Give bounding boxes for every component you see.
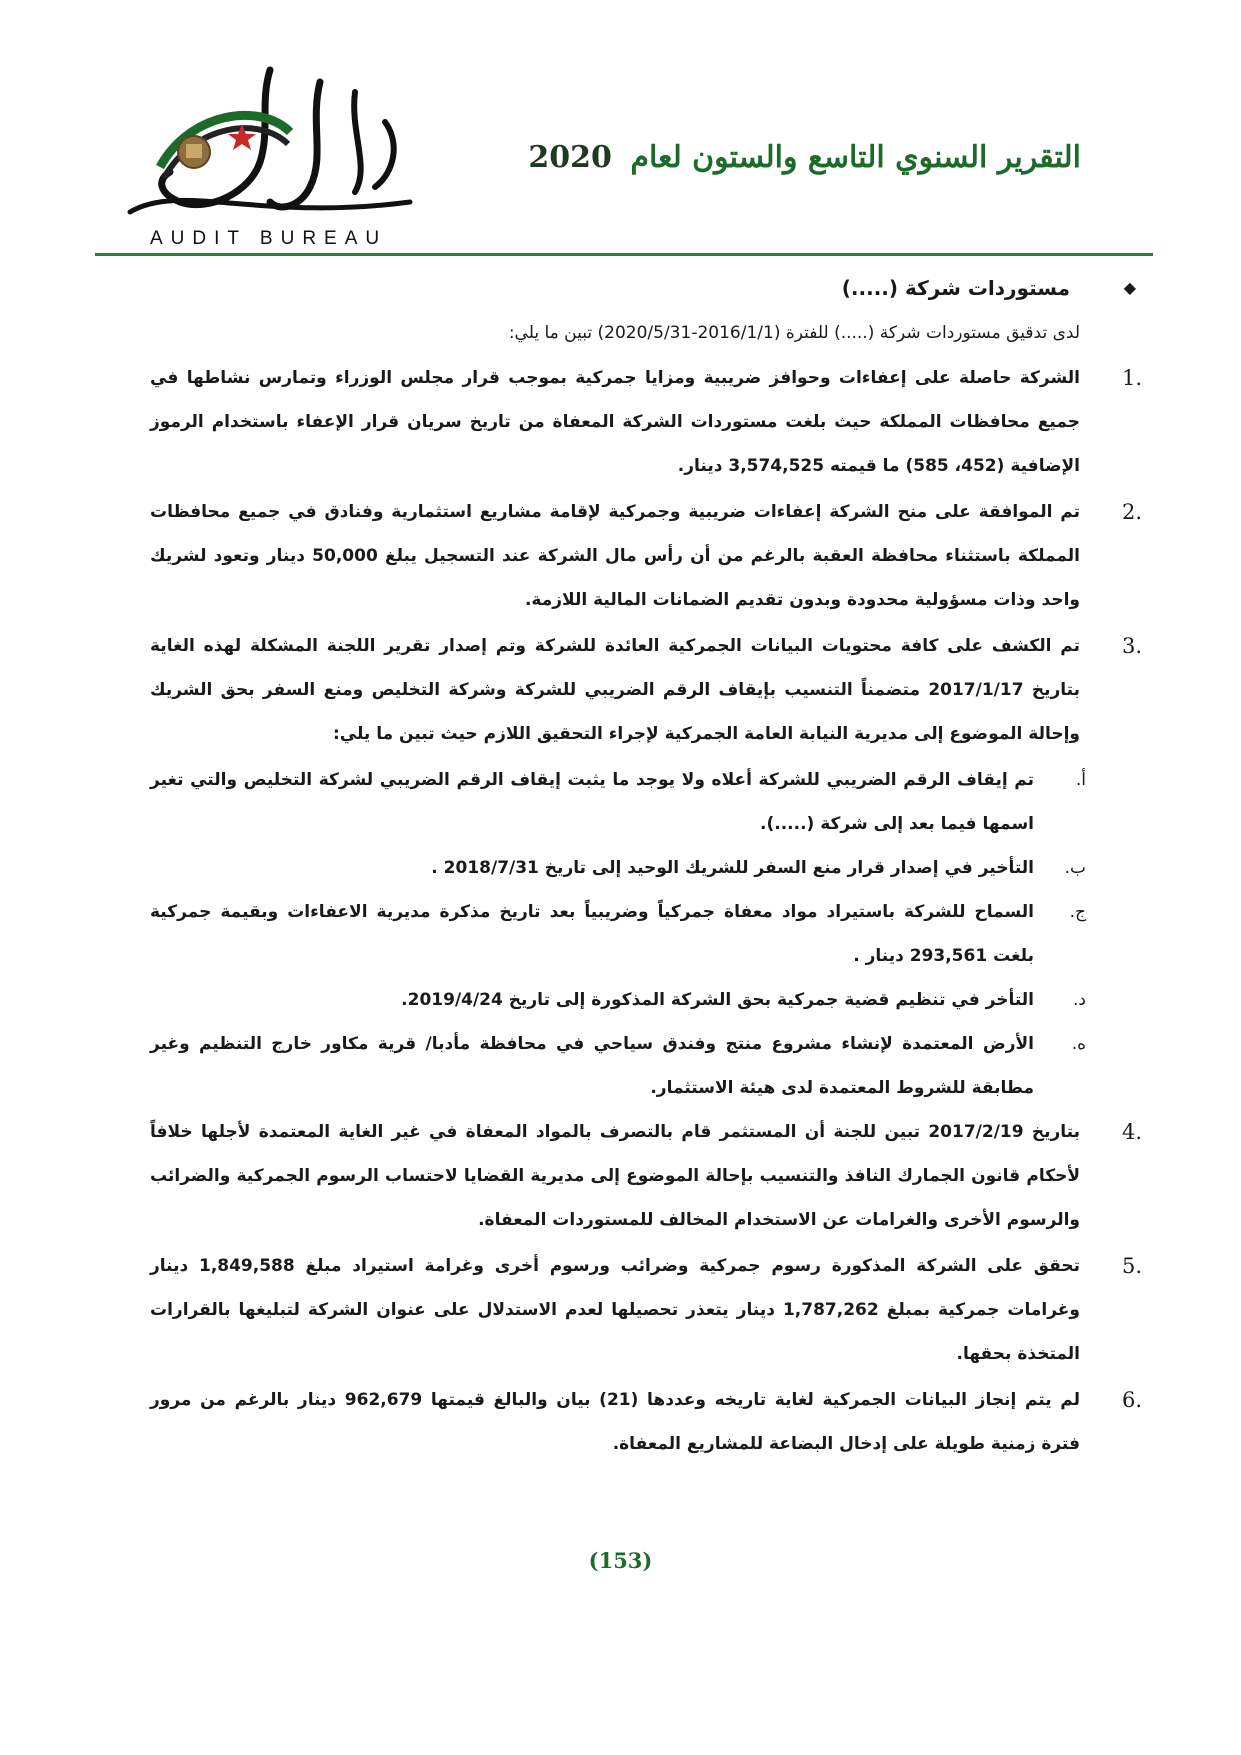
- item-number: 3.: [1121, 634, 1142, 658]
- report-year: 2020: [528, 140, 612, 175]
- sub-item: [150, 1022, 1086, 1110]
- sub-item-letter: ه.: [1071, 1034, 1086, 1054]
- list-item: [150, 1244, 1142, 1376]
- item-text: تم الكشف على كافة محتويات البيانات الجمركية العائدة للشركة وتم إصدار تقرير اللجنة المشكلة لهذه الغاية بتاريخ 2017/1/17 متضمناً التنسيب بإيقاف الرقم الضريبي للشركة وشركة التخليص ومنع السفر بحق الشريك وإحالة الموضوع إلى مديرية النيابة العامة الجمركية لإجراء التحقيق اللازم حيث تبين ما يلي:: [150, 636, 1080, 744]
- section-heading: [150, 270, 1136, 306]
- item-number: 5.: [1121, 1254, 1142, 1278]
- section-title: مستوردات شركة (.....): [841, 276, 1070, 300]
- sub-item-letter: ب.: [1064, 858, 1086, 878]
- sub-list: [150, 758, 1086, 1110]
- item-text: تم الموافقة على منح الشركة إعفاءات ضريبية وجمركية لإقامة مشاريع استثمارية وفنادق في جميع محافظات المملكة باستثناء محافظة العقبة بالرغم من أن رأس مال الشركة عند التسجيل يبلغ 50,000 دينار وتعود لشريك واحد وذات مسؤولية محدودة وبدون تقديم الضمانات المالية اللازمة.: [150, 502, 1081, 610]
- sub-item: [150, 846, 1086, 890]
- list-item: [150, 1378, 1142, 1466]
- list-item: [150, 356, 1142, 488]
- sub-item-letter: د.: [1073, 990, 1086, 1010]
- item-text: تحقق على الشركة المذكورة رسوم جمركية وضرائب ورسوم أخرى وغرامة استيراد مبلغ 1,849,588 دينار وغرامات جمركية بمبلغ 1,787,262 دينار يتعذر تحصيلها لعدم الاستدلال على عنوان الشركة لتبليغها بالقرارات المتخذة بحقها.: [150, 1256, 1080, 1364]
- sub-item-text: التأخير في إصدار قرار منع السفر للشريك الوحيد إلى تاريخ 2018/7/31 .: [431, 858, 1034, 878]
- sub-item-text: التأخر في تنظيم قضية جمركية بحق الشركة المذكورة إلى تاريخ 2019/4/24.: [401, 990, 1034, 1010]
- page-number: (153): [588, 1548, 653, 1573]
- intro-paragraph: لدى تدقيق مستوردات شركة (.....) للفترة (2016/1/1-2020/5/31) تبين ما يلي:: [508, 323, 1080, 343]
- diamond-bullet-icon: ◆: [1123, 278, 1136, 297]
- header-divider: [95, 253, 1153, 256]
- item-number: 4.: [1121, 1120, 1142, 1144]
- item-text: الشركة حاصلة على إعفاءات وحوافز ضريبية ومزايا جمركية بموجب قرار مجلس الوزراء وتمارس نشاطها في جميع محافظات المملكة حيث بلغت مستوردات الشركة المعفاة من تاريخ سريان قرار الإعفاء باستخدام الرموز الإضافية (452، 585) ما قيمته 3,574,525 دينار.: [150, 368, 1080, 476]
- document-body: [150, 270, 1142, 1468]
- sub-item-letter: أ.: [1075, 770, 1086, 790]
- sub-item-letter: ج.: [1069, 902, 1086, 922]
- logo-caption: AUDIT BUREAU: [150, 228, 388, 249]
- item-number: 2.: [1121, 500, 1142, 524]
- report-title-text: التقرير السنوي التاسع والستون لعام: [630, 140, 1081, 175]
- item-text: بتاريخ 2017/2/19 تبين للجنة أن المستثمر قام بالتصرف بالمواد المعفاة في غير الغاية المعتمدة لأجلها خلافاً لأحكام قانون الجمارك النافذ والتنسيب بإحالة الموضوع إلى مديرية القضايا لاحتساب الرسوم الجمركية والضرائب والرسوم الأخرى والغرامات عن الاستخدام المخالف للمستوردات المعفاة.: [150, 1122, 1080, 1230]
- sub-item-text: تم إيقاف الرقم الضريبي للشركة أعلاه ولا يوجد ما يثبت إيقاف الرقم الضريبي لشركة التخليص والتي تغير اسمها فيما بعد إلى شركة (.....).: [150, 770, 1034, 834]
- sub-item: [150, 978, 1086, 1022]
- list-item: [150, 490, 1142, 622]
- item-number: 6.: [1121, 1388, 1142, 1412]
- sub-item: [150, 890, 1086, 978]
- item-text: لم يتم إنجاز البيانات الجمركية لغاية تاريخه وعددها (21) بيان والبالغ قيمتها 962,679 دينار بالرغم من مرور فترة زمنية طويلة على إدخال البضاعة للمشاريع المعفاة.: [150, 1390, 1080, 1454]
- sub-item-text: السماح للشركة باستيراد مواد معفاة جمركياً وضريبياً بعد تاريخ مذكرة مديرية الاعفاءات وبقيمة جمركية بلغت 293,561 دينار .: [150, 902, 1034, 966]
- item-number: 1.: [1121, 366, 1142, 390]
- report-title: [528, 140, 1081, 175]
- list-item: [150, 1110, 1142, 1242]
- list-item: [150, 624, 1142, 756]
- sub-item-text: الأرض المعتمدة لإنشاء مشروع منتج وفندق سياحي في محافظة مأدبا/ قرية مكاور خارج التنظيم وغير مطابقة للشروط المعتمدة لدى هيئة الاستثمار.: [150, 1034, 1034, 1098]
- audit-bureau-logo: [120, 62, 420, 252]
- sub-item: [150, 758, 1086, 846]
- page-header: [0, 0, 1241, 262]
